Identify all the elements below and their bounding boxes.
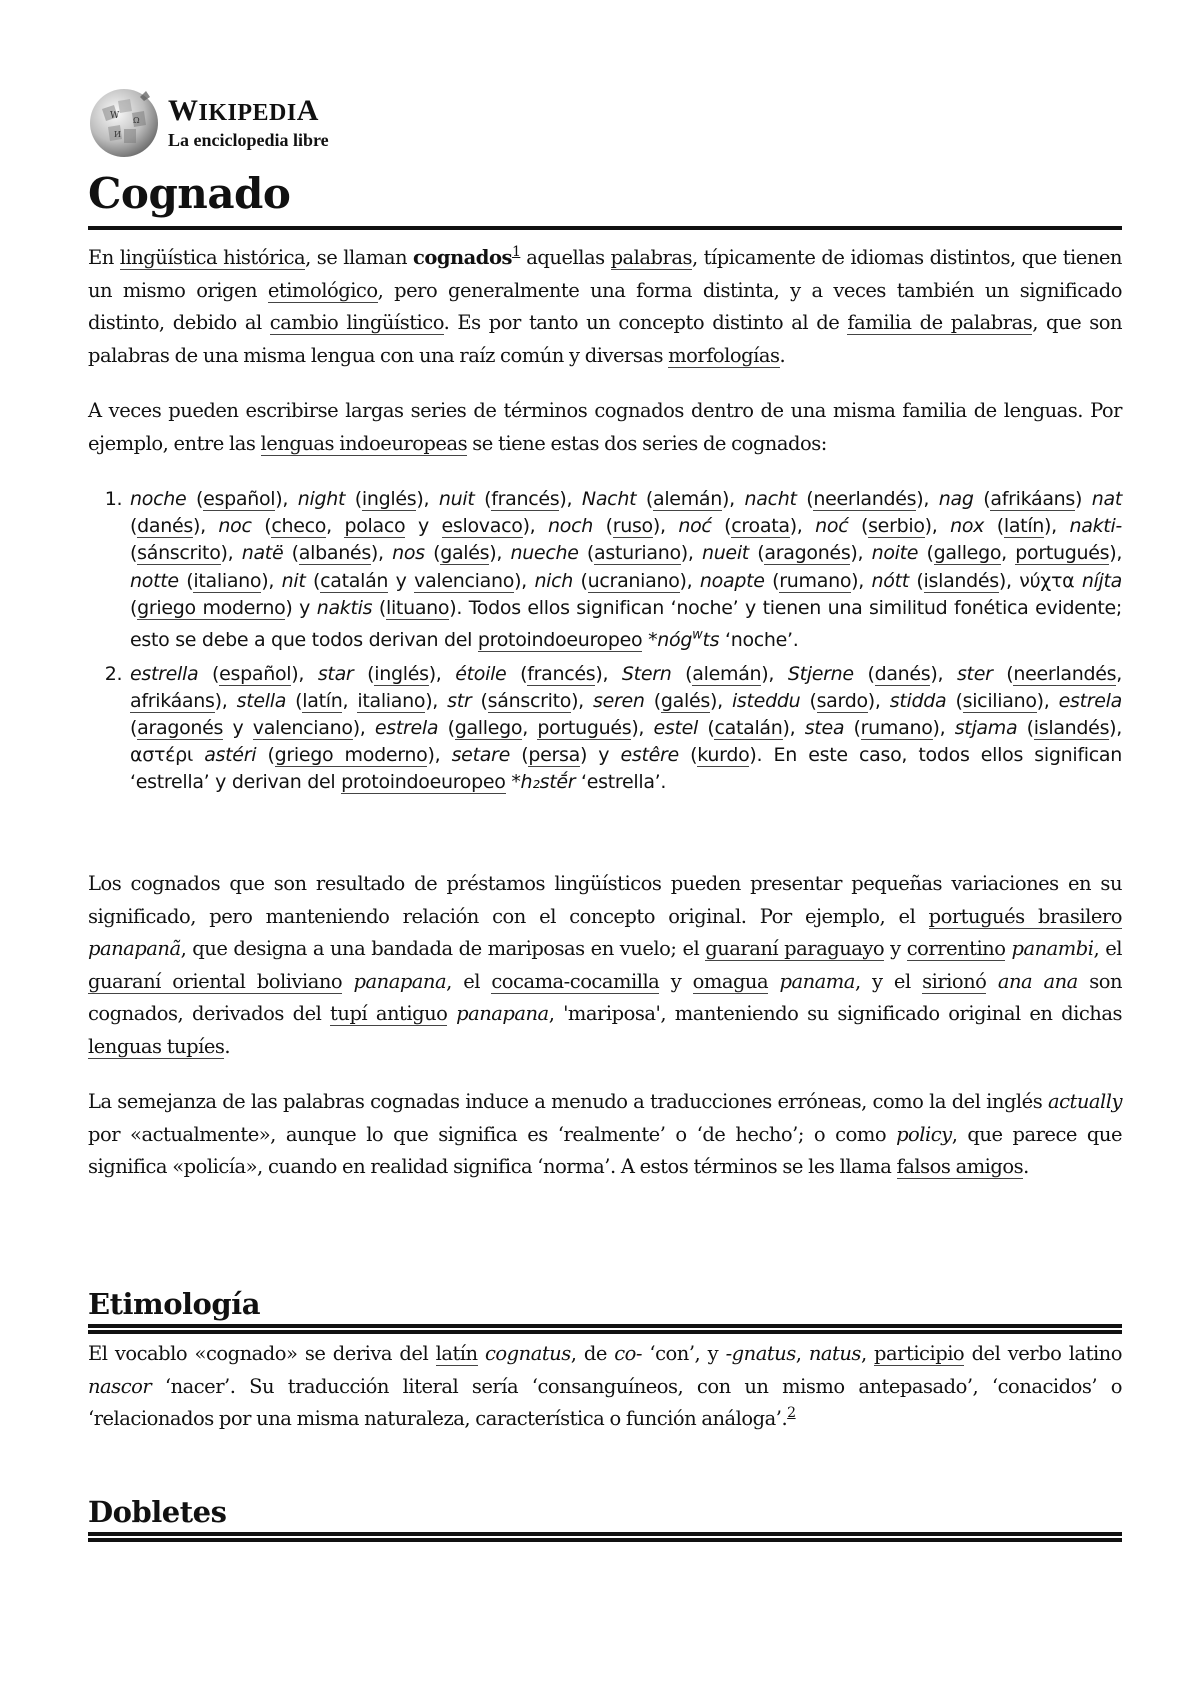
italic-term: policy xyxy=(896,1122,952,1146)
article-link[interactable]: griego moderno xyxy=(274,744,428,767)
italic-term: nit xyxy=(281,569,306,592)
italic-term: notte xyxy=(130,569,179,592)
italic-term: nueche xyxy=(510,542,579,565)
article-link[interactable]: sánscrito xyxy=(137,542,221,565)
article-link[interactable]: neerlandés xyxy=(1013,662,1117,685)
article-link[interactable]: tupí antiguo xyxy=(330,1002,448,1025)
article-link[interactable]: serbio xyxy=(868,515,925,538)
svg-text:W: W xyxy=(110,111,120,121)
false-friends-section xyxy=(88,1086,1122,1184)
italic-term: ana ana xyxy=(997,969,1078,993)
italic-term: stella xyxy=(236,689,287,712)
loans-section xyxy=(88,868,1122,1063)
article-link[interactable]: persa xyxy=(528,744,580,767)
intro-paragraph: En lingüística histórica, se llaman cognados$^1$ aquellas palabras, típicamente de idiomas distintos, que tienen un mismo origen etimológico, pero generalmente una forma distinta, y a veces también un significado distinto, debido al cambio lingüístico. Es por tanto un concepto distinto al de familia de palabras, que son palabras de una misma lengua con una raíz común y diversas morfologías. xyxy=(88,244,1123,367)
article-link[interactable]: islandés xyxy=(1033,716,1110,739)
italic-term: actually xyxy=(1047,1090,1122,1113)
article-link[interactable]: sánscrito xyxy=(487,689,572,712)
article-link[interactable]: lituano xyxy=(385,596,450,619)
italic-term: nótt xyxy=(871,569,909,592)
italic-term: str xyxy=(447,689,472,712)
italic-term: stea xyxy=(804,716,845,739)
article-link[interactable]: aragonés xyxy=(764,542,851,565)
italic-term: -gnatus xyxy=(725,1342,796,1365)
article-link[interactable]: checo xyxy=(271,515,327,538)
section-heading-etimologia: Etimología xyxy=(88,1287,260,1321)
article-link[interactable]: ruso xyxy=(612,515,653,538)
article-link[interactable]: latín xyxy=(1003,515,1045,538)
superscript: w xyxy=(692,628,703,644)
article-link[interactable]: aragonés xyxy=(137,716,224,739)
italic-term: Stjerne xyxy=(787,662,854,685)
article-link[interactable]: español xyxy=(219,662,292,685)
italic-term: stidda xyxy=(889,689,947,712)
article-link[interactable]: portugués xyxy=(1015,542,1110,565)
italic-term: seren xyxy=(593,689,645,712)
italic-term: noch xyxy=(548,515,593,538)
article-link[interactable]: valenciano xyxy=(252,716,353,739)
italic-term: setare xyxy=(451,744,510,767)
doublets-heading-block xyxy=(88,1492,1122,1532)
italic-term: astéri xyxy=(204,744,257,767)
italic-term: noc xyxy=(218,515,252,538)
italic-term: natus xyxy=(808,1342,861,1365)
italic-term: isteddu xyxy=(731,689,801,712)
link-morfologias[interactable]: morfologías xyxy=(668,343,780,367)
article-link[interactable]: galés xyxy=(440,542,490,565)
wordmark-title: WIKIPEDIA xyxy=(168,94,319,127)
italic-term: nat xyxy=(1091,488,1123,510)
series-intro-paragraph: A veces pueden escribirse largas series de términos cognados dentro de una misma familia de lenguas. Por ejemplo, entre las lenguas indoeuropeas se tiene estas dos series de cognados: xyxy=(88,399,1122,455)
italic-term: panapana xyxy=(456,1002,549,1025)
italic-term: Stern xyxy=(621,662,672,685)
list-item xyxy=(128,661,1122,797)
italic-term: estêre xyxy=(620,744,679,767)
svg-text:И: И xyxy=(114,130,121,139)
link-etimologico[interactable]: etimológico xyxy=(267,278,378,302)
italic-term: cognatus xyxy=(485,1342,571,1365)
etymology-section xyxy=(88,1338,1122,1436)
article-link[interactable]: inglés xyxy=(374,662,429,685)
article-link[interactable]: sardo xyxy=(816,689,868,712)
italic-term: nakti- xyxy=(1069,515,1122,538)
article-link[interactable]: portugués xyxy=(537,716,632,739)
italic-term: noapte xyxy=(699,569,765,592)
etymology-divider xyxy=(88,1324,1122,1334)
article-link[interactable]: albanés xyxy=(298,542,371,565)
article-link[interactable]: latín xyxy=(302,689,343,712)
italic-term: estrela xyxy=(1058,689,1123,712)
title-divider xyxy=(88,226,1122,230)
wordmark xyxy=(168,96,329,150)
article-link[interactable]: correntino xyxy=(906,937,1006,960)
italic-term: estel xyxy=(653,716,699,739)
italic-term: noche xyxy=(130,488,187,510)
article-link[interactable]: catalán xyxy=(714,716,783,739)
italic-term: noć xyxy=(815,515,849,538)
italic-term: co- xyxy=(614,1342,643,1365)
article-link[interactable]: italiano xyxy=(357,689,426,712)
italic-term: nueit xyxy=(701,542,749,565)
wordmark-subtitle: La enciclopedia libre xyxy=(168,130,329,150)
link-lenguas-indoeuropeas[interactable]: lenguas indoeuropeas xyxy=(260,431,468,455)
article-link[interactable]: francés xyxy=(527,662,596,685)
italic-term: ster xyxy=(956,662,993,685)
etymology-paragraph: El vocablo «cognado» se deriva del latín cognatus, de co- ‘con’, y -gnatus, natus, participio del verbo latino nascor ‘nacer’. Su traducción literal sería ‘consanguíneos, con un mismo antepasado’, ‘conacidos’ o ‘relacionados por una misma naturaleza, característica o función análoga’.$^2$ xyxy=(88,1342,1122,1430)
article-link[interactable]: ucraniano xyxy=(587,569,680,592)
article-link[interactable]: sirionó xyxy=(922,969,987,993)
italic-term: panambi xyxy=(1011,937,1094,960)
article-link[interactable]: griego moderno xyxy=(137,596,286,619)
italic-term: panapanã xyxy=(88,937,181,960)
italic-term: nos xyxy=(392,542,425,565)
bold-term: cognados xyxy=(412,246,512,269)
loans-paragraph: Los cognados que son resultado de préstamos lingüísticos pueden presentar pequeñas variaciones en su significado, pero manteniendo relación con el concepto original. Por ejemplo, el portugués brasilero panapanã, que designa a una bandada de mariposas en vuelo; el guaraní paraguayo y correntino panambi, el guaraní oriental boliviano panapana, el cocama-cocamilla y omagua panama, y el sirionó ana ana son cognados, derivados del tupí antiguo panapana, 'mariposa', manteniendo su significado original en dichas lenguas tupíes. xyxy=(88,872,1123,1058)
doublets-divider xyxy=(88,1532,1122,1542)
italic-term: natë xyxy=(241,542,284,565)
article-link[interactable]: protoindoeuropeo xyxy=(341,771,506,794)
article-link[interactable]: protoindoeuropeo xyxy=(477,629,643,652)
article-link[interactable]: danés xyxy=(137,515,193,538)
article-link[interactable]: rumano xyxy=(860,716,933,739)
italic-term: níjta xyxy=(1081,569,1123,592)
wikipedia-logo[interactable] xyxy=(88,88,329,158)
link-familia-de-palabras[interactable]: familia de palabras xyxy=(847,311,1033,334)
article-link[interactable]: afrikáans xyxy=(990,488,1076,510)
article-link[interactable]: danés xyxy=(874,662,931,685)
italic-term: stjama xyxy=(954,716,1018,739)
italic-term: star xyxy=(317,662,354,685)
article-link[interactable]: guaraní paraguayo xyxy=(705,937,885,960)
article-link[interactable]: francés xyxy=(491,488,560,510)
series-estrella-text: estrella (español), star (inglés), étoile (francés), Stern (alemán), Stjerne (danés), ster (neerlandés, afrikáans), stella (latín, italiano), str (sánscrito), seren (galés), isteddu (sardo), stidda (siciliano), estrela (aragonés y valenciano), estrela (gallego, portugués), estel (catalán), stea (rumano), stjama (islandés), αστέρι astéri (griego moderno), setare (persa) y estêre (kurdo). En este caso, todos ellos significan ‘estrella’ y derivan del protoindoeuropeo *h₂stḗr ‘estrella’. xyxy=(130,662,1123,794)
wikipedia-globe-icon xyxy=(88,87,160,159)
article-link[interactable]: latín xyxy=(435,1342,478,1365)
article-link[interactable]: gallego xyxy=(933,542,1002,565)
article-link[interactable]: alemán xyxy=(652,488,722,510)
series-intro-section xyxy=(88,395,1122,460)
italic-term: noć xyxy=(678,515,712,538)
italic-term: nacht xyxy=(744,488,797,510)
article-link[interactable]: alemán xyxy=(692,662,762,685)
italic-term: ts xyxy=(702,629,720,652)
link-linguistica-historica[interactable]: lingüística histórica xyxy=(119,246,306,269)
italic-term: naktis xyxy=(316,596,373,619)
series-noche-text: noche (español), night (inglés), nuit (francés), Nacht (alemán), nacht (neerlandés), nag (afrikáans) nat (danés), noc (checo, polaco y eslovaco), noch (ruso), noć (croata), noć (serbio), nox (latín), nakti- (sánscrito), natë (albanés), nos (galés), nueche (asturiano), nueit (aragonés), noite (gallego, portugués), notte (italiano), nit (catalán y valenciano), nich (ucraniano), noapte (rumano), nótt (islandés), νύχτα níjta (griego moderno) y naktis (lituano). Todos ellos significan ‘noche’ y tienen una similitud fonética evidente; esto se debe a que todos derivan del protoindoeuropeo *nóg$^w$ts ‘noche’. xyxy=(130,488,1123,652)
article-link[interactable]: inglés xyxy=(361,488,417,510)
article-link[interactable]: galés xyxy=(660,689,710,712)
italic-term: nascor xyxy=(88,1374,152,1398)
italic-term: nich xyxy=(534,569,574,592)
article-link[interactable]: portugués brasilero xyxy=(928,904,1122,928)
italic-term: *nóg xyxy=(648,629,693,652)
italic-term: nag xyxy=(938,488,974,510)
italic-term: panama xyxy=(779,969,855,993)
article-link[interactable]: polaco xyxy=(344,515,406,538)
italic-term: estrela xyxy=(374,716,439,739)
article-link[interactable]: eslovaco xyxy=(441,515,523,538)
italic-term: étoile xyxy=(455,662,507,685)
article-link[interactable]: valenciano xyxy=(414,569,515,592)
article-link[interactable]: omagua xyxy=(692,969,769,993)
link-cambio-linguistico[interactable]: cambio lingüístico xyxy=(269,311,444,334)
italic-term: nuit xyxy=(438,488,475,510)
italic-term: panapana xyxy=(353,969,447,993)
article-link[interactable]: falsos amigos xyxy=(896,1155,1024,1178)
article-link[interactable]: gallego xyxy=(454,716,523,739)
italic-term: nox xyxy=(950,515,985,538)
false-friends-paragraph: La semejanza de las palabras cognadas induce a menudo a traducciones erróneas, como la del inglés actually por «actualmente», aunque lo que significa es ‘realmente’ o ‘de hecho’; o como policy, que parece que significa «policía», cuando en realidad significa ‘norma’. A estos términos se les llama falsos amigos. xyxy=(88,1090,1122,1178)
article-link[interactable]: catalán xyxy=(320,569,389,592)
italic-term: estrella xyxy=(130,662,199,685)
link-palabras[interactable]: palabras xyxy=(610,246,692,269)
article-link[interactable]: italiano xyxy=(193,569,262,592)
list-item xyxy=(128,486,1122,655)
article-link[interactable]: lenguas tupíes xyxy=(88,1034,225,1058)
article-link[interactable]: cocama-cocamilla xyxy=(491,969,660,993)
article-link[interactable]: afrikáans xyxy=(130,689,215,712)
article-link[interactable]: islandés xyxy=(923,569,999,592)
reference-link[interactable]: 2 xyxy=(787,1405,796,1421)
svg-text:Ω: Ω xyxy=(133,116,140,125)
italic-term: night xyxy=(297,488,346,510)
article-link[interactable]: participio xyxy=(874,1342,965,1365)
italic-term: noite xyxy=(871,542,919,565)
reference-1[interactable]: 1 xyxy=(511,244,521,260)
article-link[interactable]: guaraní oriental boliviano xyxy=(88,969,343,993)
cognate-series-list xyxy=(88,486,1122,797)
section-heading-dobletes: Dobletes xyxy=(88,1495,227,1529)
etymology-heading-block xyxy=(88,1284,1122,1324)
intro-section xyxy=(88,242,1122,372)
article-link[interactable]: asturiano xyxy=(594,542,681,565)
article-link[interactable]: rumano xyxy=(779,569,852,592)
page-title: Cognado xyxy=(88,169,291,218)
cognate-series-section xyxy=(88,486,1122,797)
article-link[interactable]: croata xyxy=(731,515,790,538)
article-link[interactable]: kurdo xyxy=(697,744,750,767)
italic-term: *h₂stḗr xyxy=(511,771,576,794)
article-link[interactable]: español xyxy=(203,488,276,510)
article-link[interactable]: neerlandés xyxy=(813,488,917,510)
article-link[interactable]: siciliano xyxy=(962,689,1037,712)
italic-term: Nacht xyxy=(581,488,637,510)
